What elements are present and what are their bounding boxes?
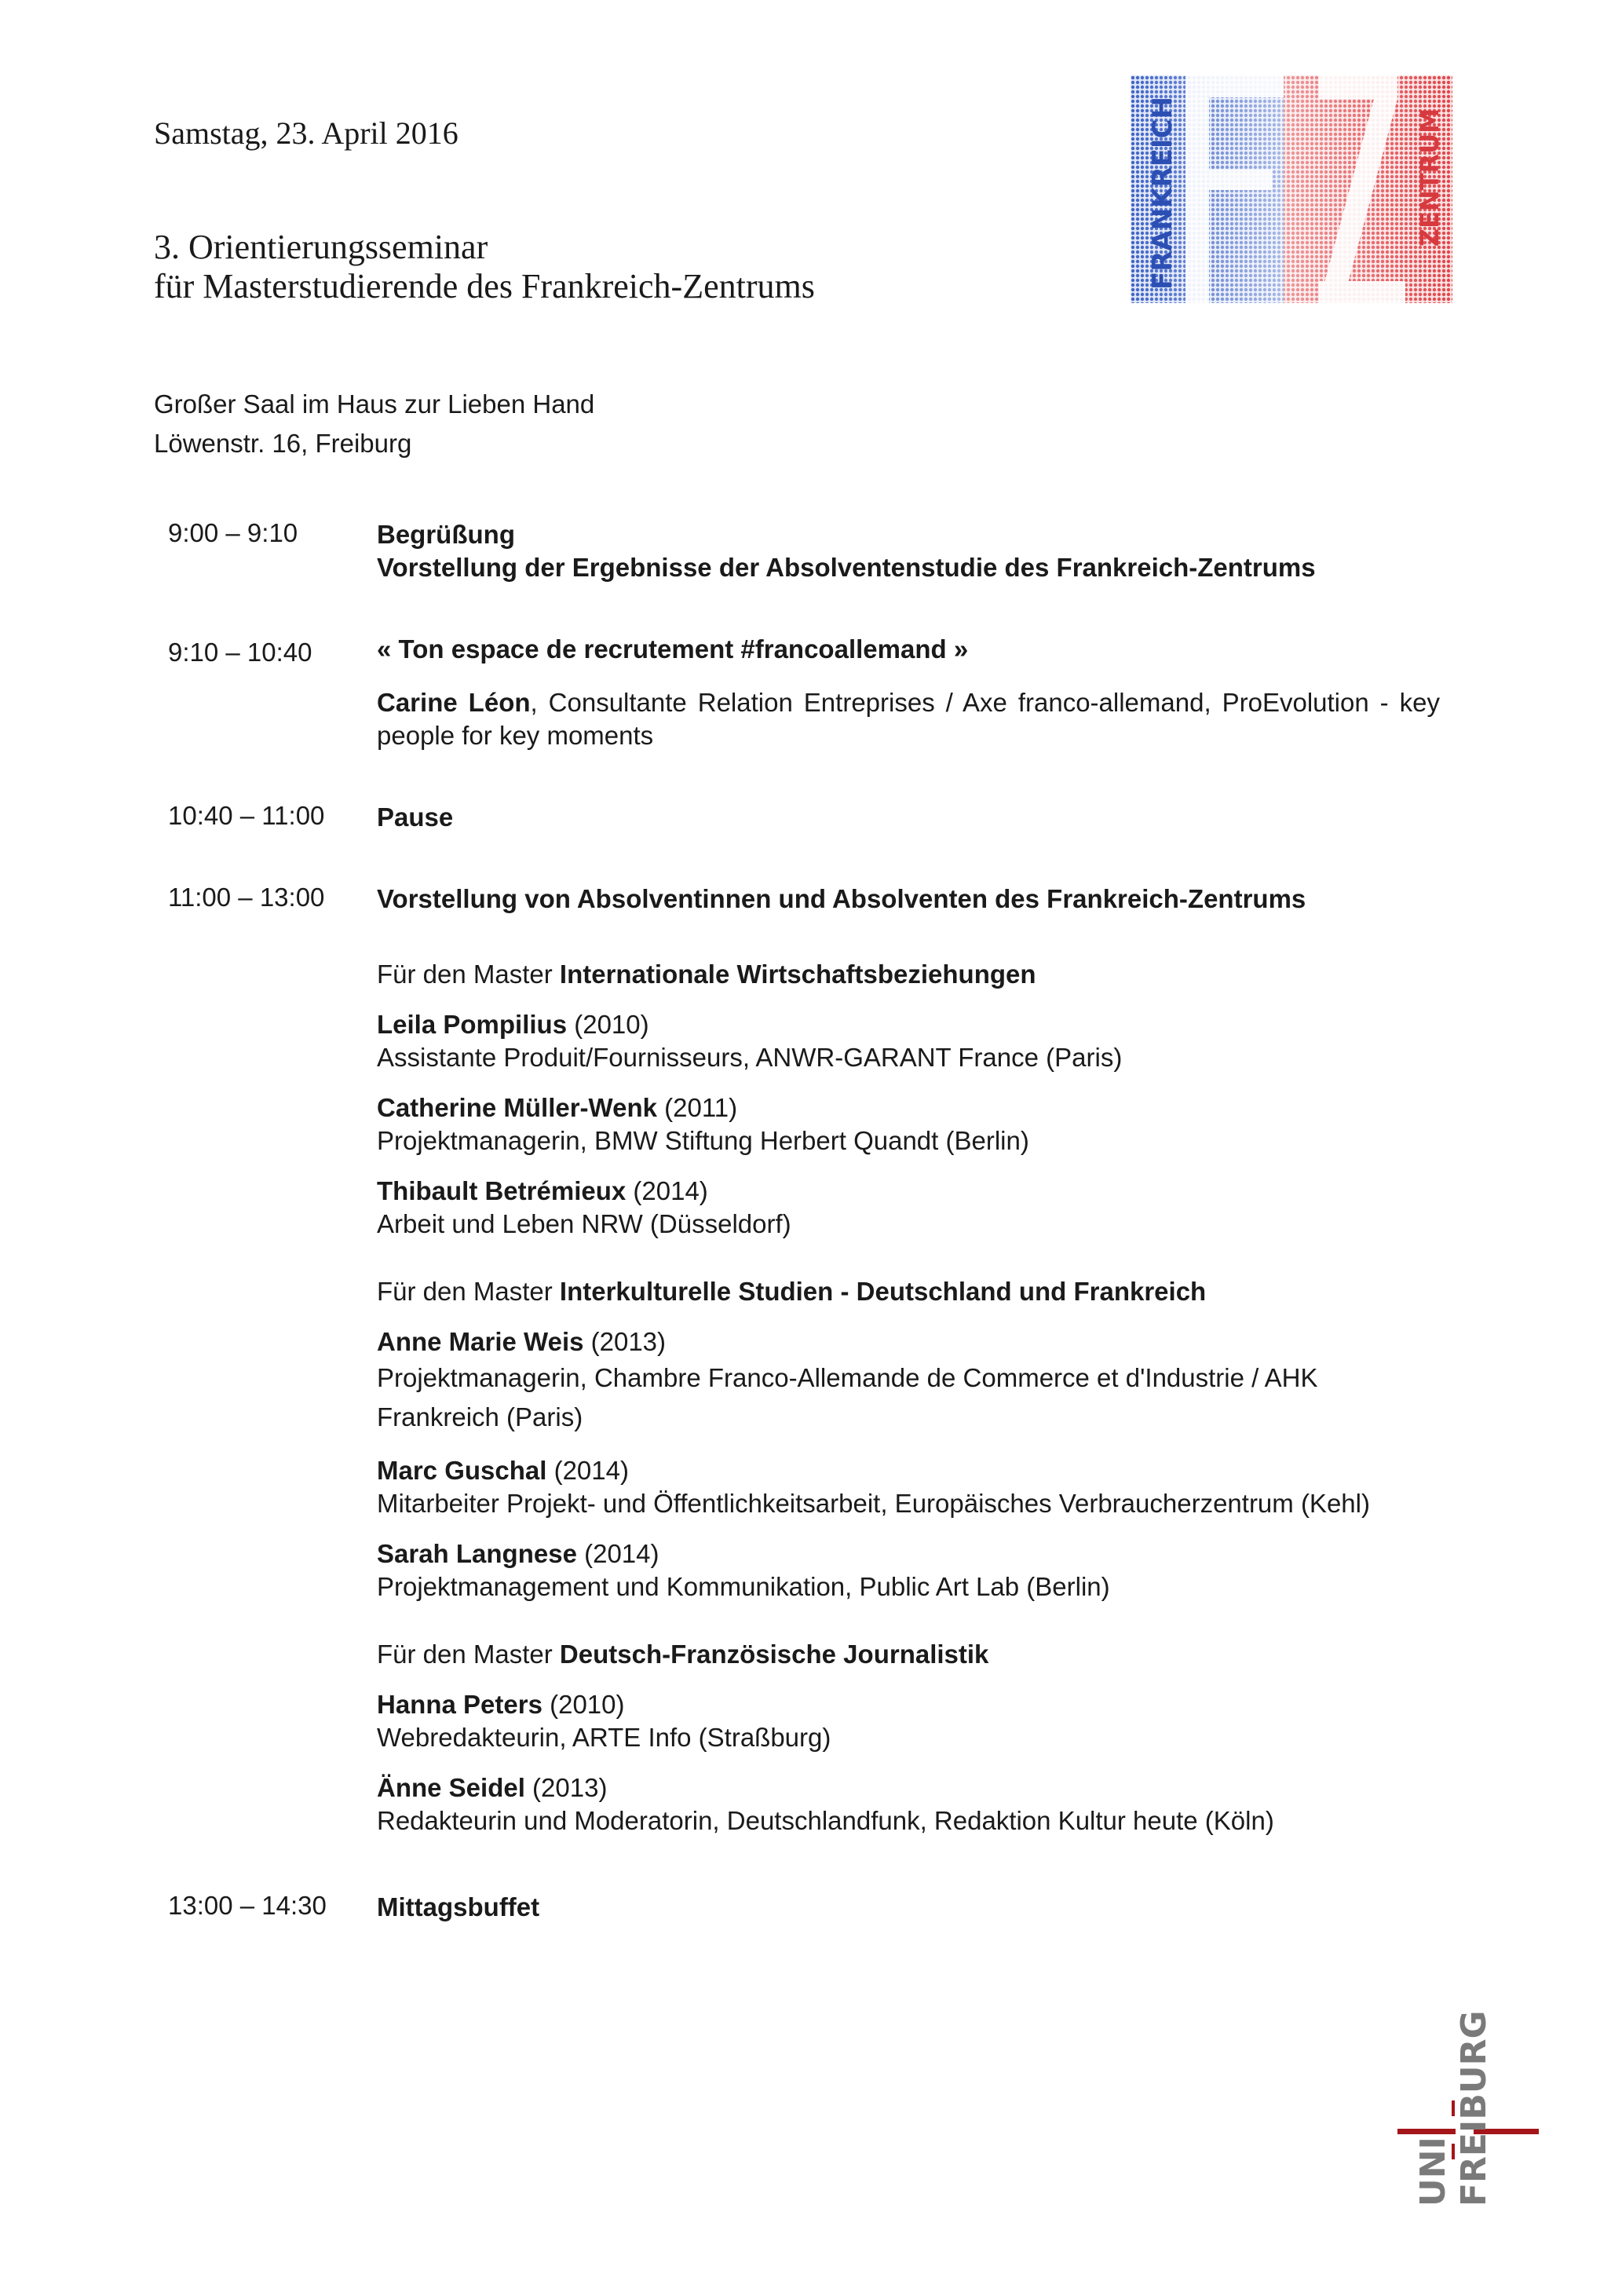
page-title <box>154 228 815 306</box>
graduate-name: Sarah Langnese <box>377 1539 577 1568</box>
logo-right-text: ZENTRUM <box>1415 108 1445 247</box>
logo-left-text: FRANKREICH <box>1147 97 1178 290</box>
session-title: Mittagsbuffet <box>377 1892 540 1921</box>
schedule-row <box>168 1891 1440 1924</box>
graduate <box>377 1175 1440 1241</box>
time-slot: 10:40 – 11:00 <box>168 801 325 830</box>
graduate <box>377 1537 1440 1603</box>
graduate <box>377 1454 1440 1520</box>
graduate-name: Hanna Peters <box>377 1690 542 1719</box>
graduate-role: Webredakteurin, ARTE Info (Straßburg) <box>377 1723 831 1752</box>
schedule-row <box>168 883 1440 1855</box>
graduate-role: Mitarbeiter Projekt- und Öffentlichkeitsarbeit, Europäisches Verbraucherzentrum (Kehl) <box>377 1489 1370 1518</box>
frankreich-zentrum-logo <box>1131 75 1452 303</box>
title-line-1: 3. Orientierungsseminar <box>154 228 488 266</box>
graduate <box>377 1688 1440 1754</box>
programme <box>168 518 1440 1924</box>
session-title: Vorstellung von Absolventinnen und Absolventen des Frankreich-Zentrums <box>377 884 1306 913</box>
speaker-name: Carine Léon <box>377 688 531 717</box>
schedule-row <box>168 518 1440 584</box>
graduate <box>377 1091 1440 1157</box>
master-heading: Für den Master Deutsch-Französische Journalistik <box>377 1640 989 1669</box>
time-slot: 9:00 – 9:10 <box>168 518 298 547</box>
venue-line-1: Großer Saal im Haus zur Lieben Hand <box>154 389 595 419</box>
session-title: Begrüßung <box>377 520 515 549</box>
venue-line-2: Löwenstr. 16, Freiburg <box>154 429 412 458</box>
graduate-name: Thibault Betrémieux <box>377 1176 627 1205</box>
time-slot: 9:10 – 10:40 <box>168 638 312 667</box>
graduate-name: Änne Seidel <box>377 1773 525 1802</box>
graduate-name: Anne Marie Weis <box>377 1327 584 1356</box>
graduate-role: Projektmanagerin, BMW Stiftung Herbert Quandt (Berlin) <box>377 1126 1029 1155</box>
venue <box>154 385 594 463</box>
graduate-role: Projektmanagement und Kommunikation, Public Art Lab (Berlin) <box>377 1572 1110 1601</box>
graduate-name: Marc Guschal <box>377 1456 547 1485</box>
graduate-role: Assistante Produit/Fournisseurs, ANWR-GARANT France (Paris) <box>377 1043 1123 1072</box>
master-name: Interkulturelle Studien - Deutschland und Frankreich <box>559 1277 1207 1306</box>
event-date: Samstag, 23. April 2016 <box>154 115 458 151</box>
graduate-year: (2013) <box>583 1327 667 1356</box>
graduate-name: Catherine Müller-Wenk <box>377 1093 657 1122</box>
time-slot: 11:00 – 13:00 <box>168 883 325 912</box>
session-subtitle: Vorstellung der Ergebnisse der Absolventenstudie des Frankreich-Zentrums <box>377 553 1316 582</box>
master-heading: Für den Master Interkulturelle Studien - Deutschland und Frankreich <box>377 1277 1207 1306</box>
master-name: Deutsch-Französische Journalistik <box>559 1640 989 1669</box>
graduate-year: (2011) <box>656 1093 738 1122</box>
graduate <box>377 1008 1440 1074</box>
session-title: « Ton espace de recrutement #francoallemand » <box>377 634 969 664</box>
graduate-role: Projektmanagerin, Chambre Franco-Allemande de Commerce et d'Industrie / AHK Frankreich (Paris) <box>377 1363 1318 1431</box>
schedule-row <box>168 633 1440 752</box>
graduate-role: Redakteurin und Moderatorin, Deutschlandfunk, Redaktion Kultur heute (Köln) <box>377 1806 1274 1835</box>
graduate-year: (2010) <box>542 1690 625 1719</box>
speaker <box>377 686 1440 752</box>
time-slot: 13:00 – 14:30 <box>168 1891 327 1920</box>
graduate-year: (2014) <box>546 1456 629 1485</box>
uni-freiburg-logo <box>1397 2010 1539 2214</box>
graduate-role: Arbeit und Leben NRW (Düsseldorf) <box>377 1209 791 1238</box>
uni-logo-line-2: FREIBURG <box>1454 2010 1494 2206</box>
graduate <box>377 1325 1440 1437</box>
graduate-year: (2010) <box>567 1010 649 1039</box>
speaker-description: , Consultante Relation Entreprises / Axe franco-allemand, ProEvolution - key people for key moments <box>377 688 1441 750</box>
schedule-row <box>168 801 1440 834</box>
graduate <box>377 1771 1440 1837</box>
title-line-2: für Masterstudierende des Frankreich-Zentrums <box>154 267 815 305</box>
graduate-year: (2013) <box>524 1773 608 1802</box>
graduate-name: Leila Pompilius <box>377 1010 568 1039</box>
master-name: Internationale Wirtschaftsbeziehungen <box>559 960 1036 989</box>
session-title: Pause <box>377 803 454 832</box>
master-heading: Für den Master Internationale Wirtschaftsbeziehungen <box>377 960 1036 989</box>
graduate-year: (2014) <box>626 1176 708 1205</box>
graduate-year: (2014) <box>576 1539 659 1568</box>
uni-logo-line-1: UNI <box>1413 2137 1453 2206</box>
